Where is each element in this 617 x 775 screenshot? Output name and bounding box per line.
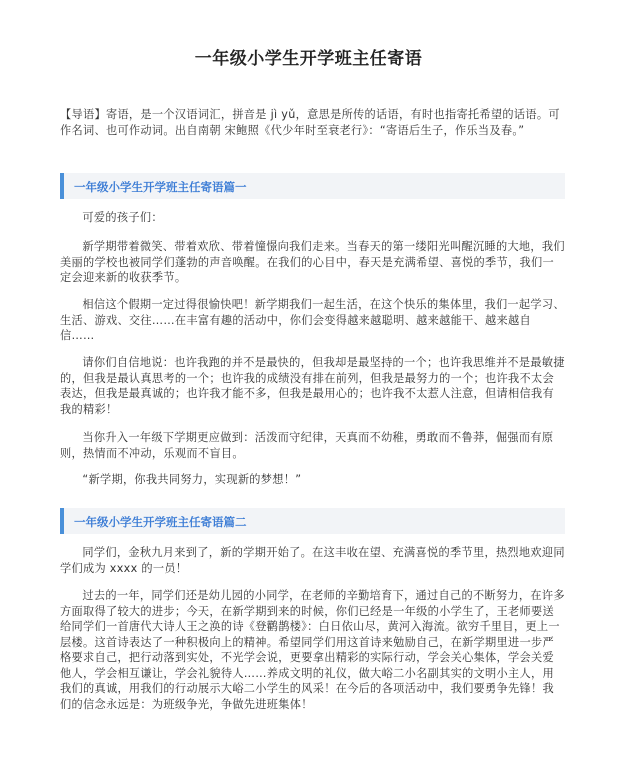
section-1-paragraph-3: 相信这个假期一定过得很愉快吧！新学期我们一起生活，在这个快乐的集体里，我们一起学习、生活、游戏、交往……在丰富有趣的活动中，你们会变得越来越聪明、越来越能干、越来越自信…… (60, 298, 565, 342)
page-title: 一年级小学生开学班主任寄语 (194, 49, 423, 69)
intro-paragraph: 【导语】寄语，是一个汉语词汇，拼音是 jì yǔ，意思是所传的话语，有时也指寄托希望的话语。可作名词、也可作动词。出自南朝 宋鲍照《代少年时至衰老行》：“寄语后生子，作乐当及春。” (60, 108, 560, 137)
section-heading-2 (60, 508, 565, 534)
section-1-paragraph-5: 当你升入一年级下学期更应做到：活泼而守纪律，天真而不幼稚，勇敢而不鲁莽，倔强而有原则，热情而不冲动，乐观而不盲目。 (60, 431, 554, 460)
section-1-paragraph-6: “新学期，你我共同努力，实现新的梦想！” (82, 473, 302, 486)
section-2-paragraph-2: 过去的一年，同学们还是幼儿园的小同学，在老师的辛勤培育下，通过自己的不断努力，在许多方面取得了较大的进步；今天，在新学期到来的时候，你们已经是一年级的小学生了，王老师要送给同学们一首唐代大诗人王之涣的诗《登鹳鹊楼》：白日依山尽，黄河入海流。欲穷千里目，更上一层楼。这首诗表达了一种积极向上的精神。希望同学们用这首诗来勉励自己，在新学期里进一步严格要求自己，把行动落到实处，不光学会说，更要拿出精彩的实际行动，学会关心集体，学会关爱他人，学会相互谦让，学会礼貌待人……养成文明的礼仪，做大峪二小名副其实的文明小主人，用我们的真诚，用我们的行动展示大峪二小学生的风采！在今后的各项活动中，我们要勇争先锋！我们的信念永远是：为班级争光，争做先进班集体！ (60, 589, 565, 711)
section-2-paragraph-1: 同学们，金秋九月来到了，新的学期开始了。在这丰收在望、充满喜悦的季节里，热烈地欢迎同学们成为 xxxx 的一员！ (60, 546, 565, 575)
section-heading-2-label: 一年级小学生开学班主任寄语篇二 (74, 515, 247, 529)
section-1-paragraph-1: 可爱的孩子们： (82, 211, 163, 224)
section-heading-1 (60, 173, 565, 199)
section-heading-1-label: 一年级小学生开学班主任寄语篇一 (74, 180, 247, 194)
section-1-paragraph-2: 新学期带着微笑、带着欢欣、带着憧憬向我们走来。当春天的第一缕阳光叫醒沉睡的大地，我们美丽的学校也被同学们蓬勃的声音唤醒。在我们的心目中，春天是充满希望、喜悦的季节，我们一定会迎来新的收获季节。 (60, 240, 565, 284)
section-1-paragraph-4: 请你们自信地说：也许我跑的并不是最快的，但我却是最坚持的一个；也许我思维并不是最敏捷的，但我是最认真思考的一个；也许我的成绩没有排在前列，但我是最努力的一个；也许我不太会表达，但我是最真诚的；也许我才能不多，但我是最用心的；也许我不太惹人注意，但请相信我有我的精彩！ (60, 356, 565, 416)
